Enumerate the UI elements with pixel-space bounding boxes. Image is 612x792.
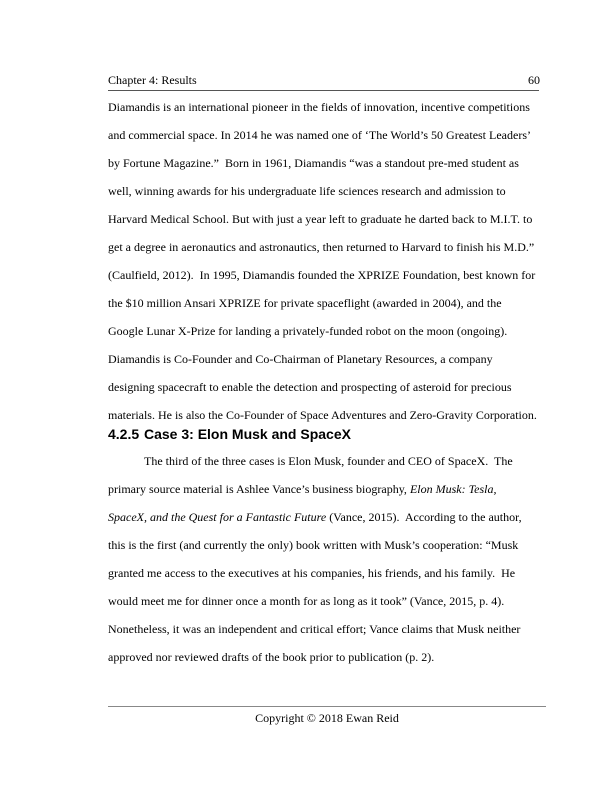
text-line: Nonetheless, it was an independent and critical effort; Vance claims that Musk neither xyxy=(108,622,521,636)
text-line: primary source material is Ashlee Vance’s business biography, Elon Musk: Tesla, xyxy=(108,482,497,496)
section-title: Case 3: Elon Musk and SpaceX xyxy=(144,426,351,442)
body-paragraph xyxy=(108,447,544,671)
text-line: get a degree in aeronautics and astronautics, then returned to Harvard to finish his M.D.” xyxy=(108,240,535,254)
text-line: and commercial space. In 2014 he was named one of ‘The World’s 50 Greatest Leaders’ xyxy=(108,128,531,142)
chapter-title: Chapter 4: Results xyxy=(108,73,197,87)
text-line: Harvard Medical School. But with just a year left to graduate he darted back to M.I.T. to xyxy=(108,212,533,226)
text-line: this is the first (and currently the only) book written with Musk’s cooperation: “Musk xyxy=(108,538,519,552)
text-line: the $10 million Ansari XPRIZE for private spaceflight (awarded in 2004), and the xyxy=(108,296,502,310)
copyright-notice: Copyright © 2018 Ewan Reid xyxy=(255,711,399,725)
body-paragraph xyxy=(108,93,544,429)
footer-rule xyxy=(108,706,546,707)
text-line: (Caulfield, 2012). In 1995, Diamandis founded the XPRIZE Foundation, best known for xyxy=(108,268,536,282)
section-number: 4.2.5 xyxy=(108,426,140,442)
text-line: SpaceX, and the Quest for a Fantastic Future (Vance, 2015). According to the author, xyxy=(108,510,522,524)
text-line: designing spacecraft to enable the detection and prospecting of asteroid for precious xyxy=(108,380,512,394)
text-line: approved nor reviewed drafts of the book prior to publication (p. 2). xyxy=(108,650,435,664)
text-line: Google Lunar X-Prize for landing a privately-funded robot on the moon (ongoing). xyxy=(108,324,508,338)
text-line: granted me access to the executives at his companies, his friends, and his family. He xyxy=(108,566,516,580)
text-line: Diamandis is Co-Founder and Co-Chairman of Planetary Resources, a company xyxy=(108,352,493,366)
running-header xyxy=(108,73,540,88)
text-line: Diamandis is an international pioneer in the fields of innovation, incentive competitions xyxy=(108,100,530,114)
section-heading xyxy=(108,426,540,442)
text-line: The third of the three cases is Elon Musk, founder and CEO of SpaceX. The xyxy=(144,454,513,468)
text-line: by Fortune Magazine.” Born in 1961, Diamandis “was a standout pre-med student as xyxy=(108,156,519,170)
text-line: well, winning awards for his undergraduate life sciences research and admission to xyxy=(108,184,506,198)
text-line: would meet me for dinner once a month for as long as it took” (Vance, 2015, p. 4). xyxy=(108,594,505,608)
page-number: 60 xyxy=(528,73,540,87)
header-rule xyxy=(108,90,539,91)
text-line: materials. He is also the Co-Founder of Space Adventures and Zero-Gravity Corporation. xyxy=(108,408,537,422)
